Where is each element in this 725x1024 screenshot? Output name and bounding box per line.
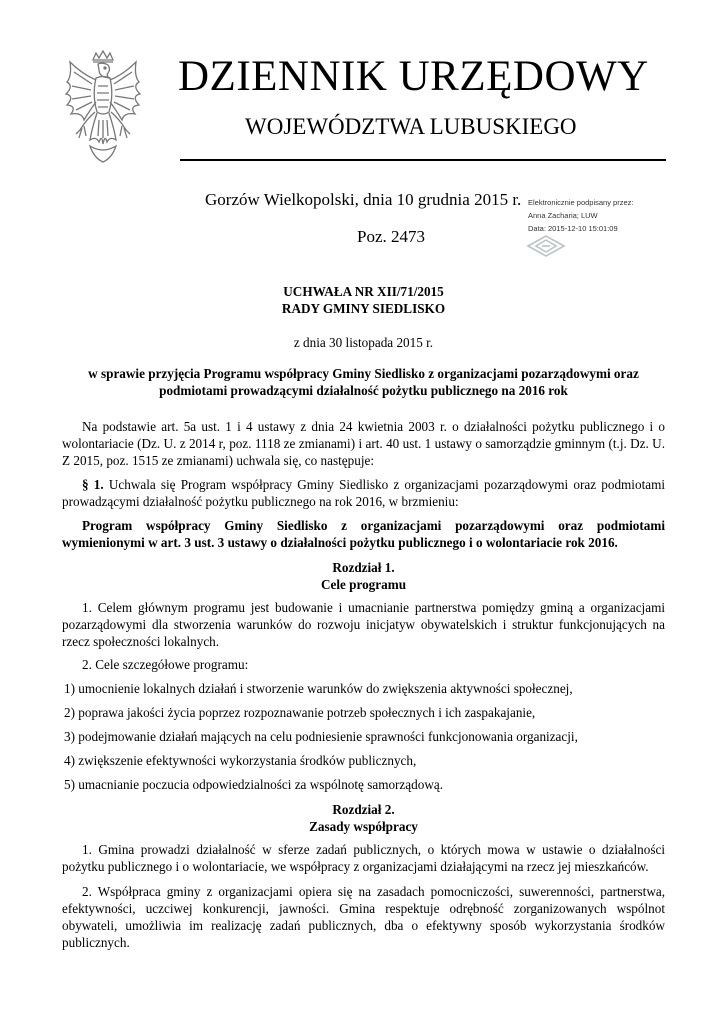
signature-signer: Anna Zacharia; LUW bbox=[528, 211, 598, 220]
paragraph-1 bbox=[62, 476, 665, 510]
chapter-1-item-2: 2. Cele szczegółowe programu: bbox=[82, 657, 249, 672]
signature-verified-icon bbox=[526, 234, 566, 258]
chapter-2-number: Rozdział 2. bbox=[332, 802, 395, 817]
chapter-2-name: Zasady współpracy bbox=[309, 819, 418, 834]
list-item: 5) umacnianie poczucia odpowiedzialności za wspólnotę samorządową. bbox=[64, 777, 443, 792]
masthead-divider bbox=[180, 159, 666, 161]
signature-date: Data: 2015-12-10 15:01:09 bbox=[528, 224, 618, 233]
list-item: 2) poprawa jakości życia poprzez rozpoznawanie potrzeb społecznych i ich zaspakajanie, bbox=[64, 705, 536, 720]
paragraph-mark: § 1. bbox=[82, 477, 104, 492]
chapter-1-number: Rozdział 1. bbox=[332, 560, 395, 575]
eagle-emblem-icon bbox=[62, 50, 144, 166]
resolution-title: UCHWAŁA NR XII/71/2015 bbox=[283, 284, 444, 299]
paragraph-1-text: Uchwala się Program współpracy Gminy Siedlisko z organizacjami pozarządowymi oraz podmiotami prowadzącymi działalność pożytku publicznego na rok 2016, w brzmieniu: bbox=[62, 477, 666, 509]
position-number: Poz. 2473 bbox=[357, 227, 425, 246]
resolution-date: z dnia 30 listopada 2015 r. bbox=[293, 335, 434, 350]
chapter-1-name: Cele programu bbox=[320, 577, 407, 592]
chapter-2-item-2: 2. Współpraca gminy z organizacjami opiera się na zasadach pomocniczości, suwerenności, partnerstwa, efektywności, uczciwej konkurencji, jawności. Gmina respektuje odrębność zorganizowanych wspólnot obywateli, umożliwia im realizację zadań publicznych, dba o efektywny sposób wykorzystania środków publicznych. bbox=[62, 884, 665, 950]
signature-caption: Elektronicznie podpisany przez: bbox=[528, 198, 634, 207]
masthead-subtitle: WOJEWÓDZTWA LUBUSKIEGO bbox=[245, 114, 577, 139]
resolution-body: RADY GMINY SIEDLISKO bbox=[281, 301, 446, 316]
masthead-title: DZIENNIK URZĘDOWY bbox=[178, 53, 649, 100]
dateline: Gorzów Wielkopolski, dnia 10 grudnia 2015 r. bbox=[205, 190, 522, 209]
legal-basis: Na podstawie art. 5a ust. 1 i 4 ustawy z dnia 24 kwietnia 2003 r. o działalności pożytku publicznego i o wolontariacie (Dz. U. z 2014 r, poz. 1118 ze zmianami) i art. 40 ust. 1 ustawy o samorządzie gminnym (t.j. Dz. U. Z 2015, poz. 1515 ze zmianami) uchwala się, co następuje: bbox=[62, 419, 665, 468]
list-item: 4) zwiększenie efektywności wykorzystania środków publicznych, bbox=[64, 753, 417, 768]
resolution-subject: w sprawie przyjęcia Programu współpracy Gminy Siedlisko z organizacjami pozarządowymi oraz podmiotami prowadzącymi działalność pożytku publicznego na 2016 rok bbox=[88, 366, 639, 398]
list-item: 1) umocnienie lokalnych działań i stworzenie warunków do zwiększenia aktywności społecznej, bbox=[64, 681, 573, 696]
program-title: Program współpracy Gminy Siedlisko z organizacjami pozarządowymi oraz podmiotami wymienionymi w art. 3 ust. 3 ustawy o działalności pożytku publicznego i o wolontariacie rok 2016. bbox=[62, 518, 665, 550]
list-item: 3) podejmowanie działań mających na celu podniesienie sprawności funkcjonowania organizacji, bbox=[64, 729, 578, 744]
document-body bbox=[62, 283, 665, 951]
chapter-2-item-1: 1. Gmina prowadzi działalność w sferze zadań publicznych, o których mowa w ustawie o działalności pożytku publicznego i o wolontariacie, we współpracy z organizacjami działającymi na rzecz jej mieszkańców. bbox=[62, 842, 665, 874]
chapter-1-item-1: 1. Celem głównym programu jest budowanie i umacnianie partnerstwa pomiędzy gminą a organizacjami pozarządowymi dla stworzenia warunków do rozwoju inicjatyw obywatelskich i struktur funkcjonujących na rzecz społeczności lokalnych. bbox=[62, 600, 665, 649]
